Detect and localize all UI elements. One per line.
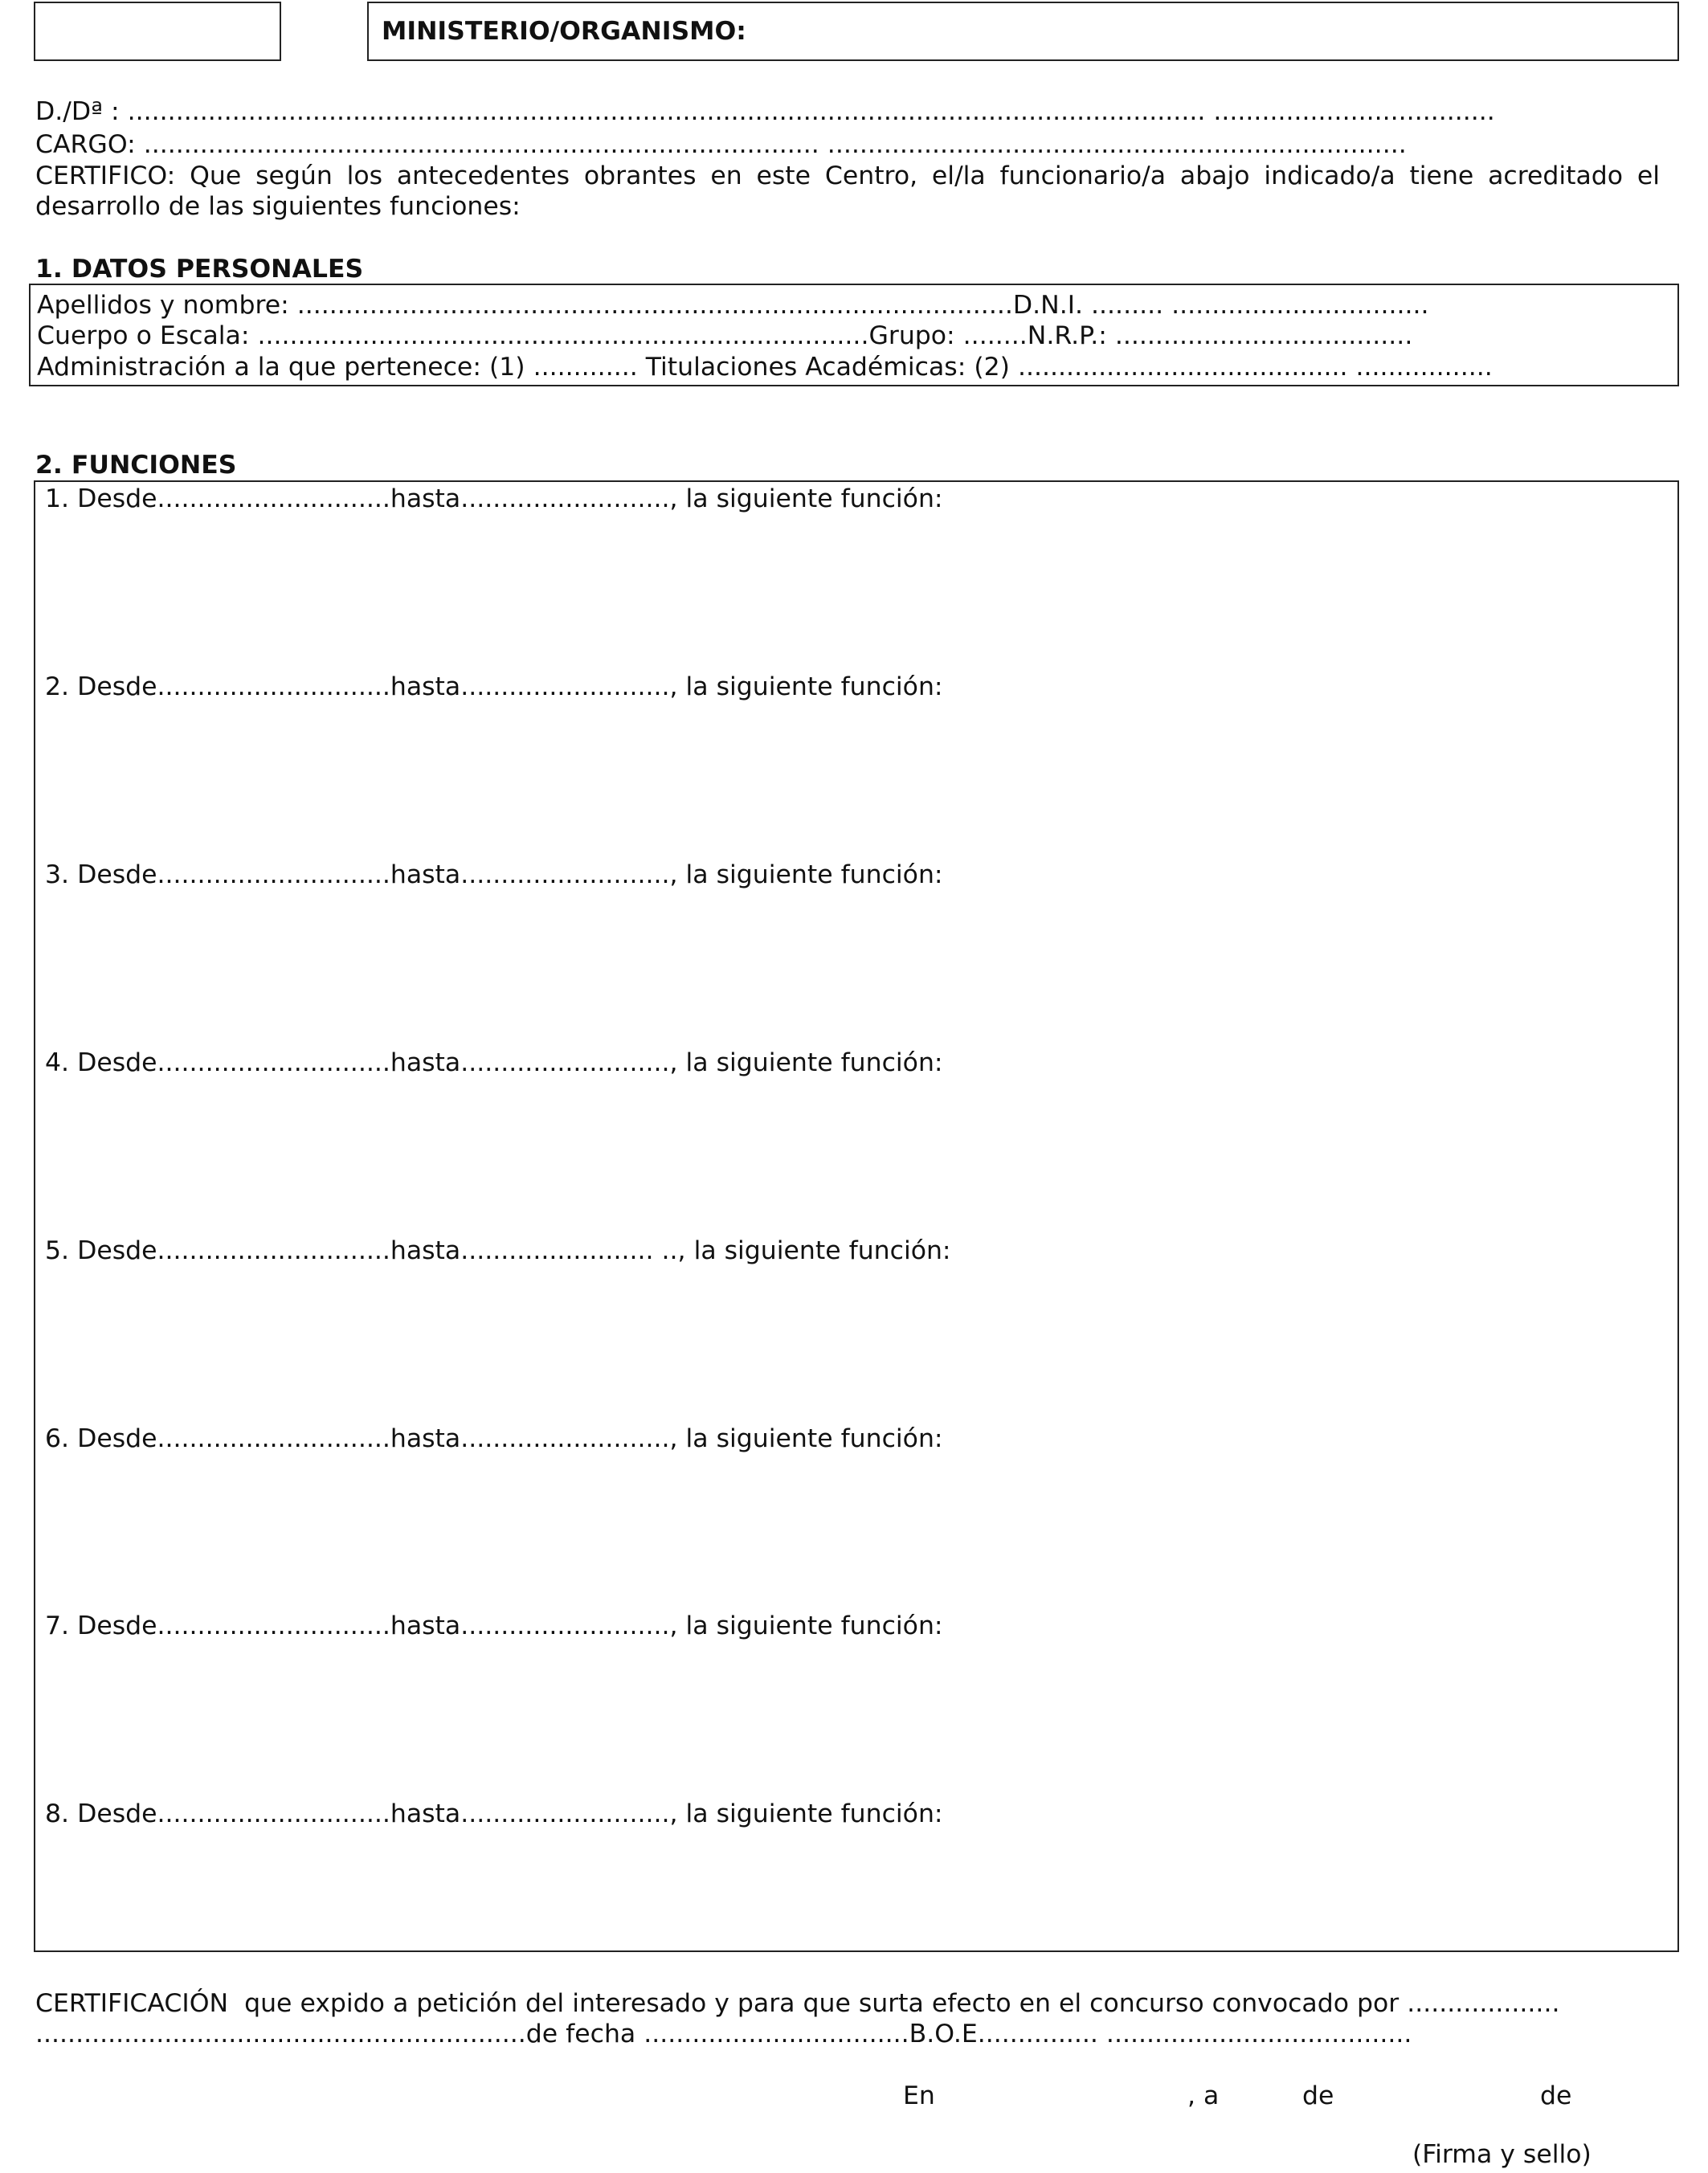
funcion-item-1: 1. Desde.............................hasta.........................., la siguiente función: bbox=[45, 484, 943, 513]
certificacion-line-2: .............................................................de fecha .................................B.O.E............... ...................................... bbox=[35, 2020, 1412, 2048]
firma-y-sello: (Firma y sello) bbox=[1412, 2140, 1592, 2169]
datos-personales-title: 1. DATOS PERSONALES bbox=[35, 255, 364, 284]
footer-de-1: de bbox=[1302, 2081, 1334, 2110]
cargo-line: CARGO: .................................................................................... ........................................................................ bbox=[35, 130, 1407, 159]
dda-line: D./Dª : ...................................................................................................................................... ................................... bbox=[35, 97, 1495, 126]
datos-line-apellidos: Apellidos y nombre: .........................................................................................D.N.I. ......... ................................ bbox=[37, 291, 1429, 320]
funcion-item-6: 6. Desde.............................hasta.........................., la siguiente función: bbox=[45, 1424, 943, 1453]
funciones-title: 2. FUNCIONES bbox=[35, 451, 237, 480]
footer-en: En bbox=[903, 2081, 935, 2110]
datos-line-cuerpo: Cuerpo o Escala: ............................................................................Grupo: ........N.R.P.: ..................................... bbox=[37, 321, 1413, 350]
footer-a: , a bbox=[1187, 2081, 1220, 2110]
ministerio-box[interactable] bbox=[367, 2, 1679, 61]
ministerio-label: MINISTERIO/ORGANISMO: bbox=[382, 17, 746, 46]
datos-personales-box[interactable] bbox=[29, 284, 1679, 386]
certifico-line-1: CERTIFICO: Que según los antecedentes obrantes en este Centro, el/la funcionario/a abajo indicado/a tiene acreditado el bbox=[35, 161, 1660, 190]
funcion-item-5: 5. Desde.............................hasta........................ .., la siguiente función: bbox=[45, 1236, 951, 1265]
certifico-line-2: desarrollo de las siguientes funciones: bbox=[35, 192, 521, 221]
footer-de-2: de bbox=[1540, 2081, 1572, 2110]
funcion-item-8: 8. Desde.............................hasta.........................., la siguiente función: bbox=[45, 1799, 943, 1828]
funcion-item-7: 7. Desde.............................hasta.........................., la siguiente función: bbox=[45, 1611, 943, 1640]
funcion-item-2: 2. Desde.............................hasta.........................., la siguiente función: bbox=[45, 672, 943, 701]
certificacion-line-1: CERTIFICACIÓN que expido a petición del interesado y para que surta efecto en el concurso convocado por ................... bbox=[35, 1989, 1560, 2018]
datos-line-administracion: Administración a la que pertenece: (1) ............. Titulaciones Académicas: (2) ......................................... ................. bbox=[37, 353, 1493, 382]
stamp-box bbox=[34, 2, 281, 61]
funcion-item-4: 4. Desde.............................hasta.........................., la siguiente función: bbox=[45, 1048, 943, 1077]
funcion-item-3: 3. Desde.............................hasta.........................., la siguiente función: bbox=[45, 860, 943, 889]
